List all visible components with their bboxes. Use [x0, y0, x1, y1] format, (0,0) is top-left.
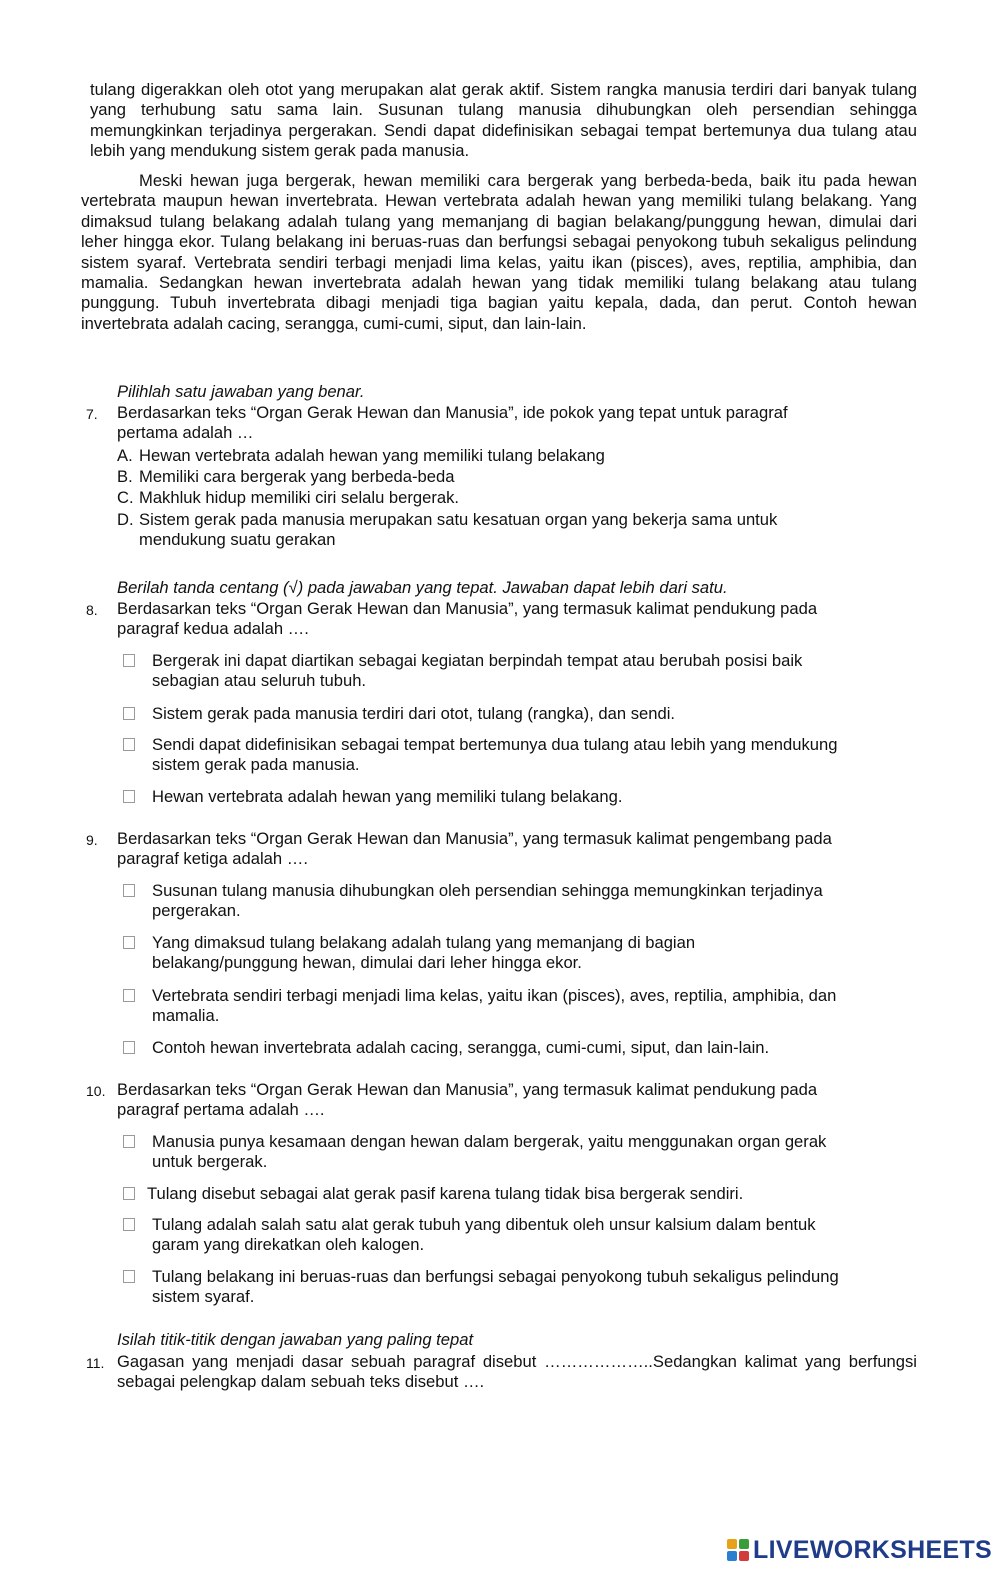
option-text: Makhluk hidup memiliki ciri selalu bergerak. — [139, 488, 460, 507]
checkbox[interactable] — [123, 738, 135, 751]
choice-text: Bergerak ini dapat diartikan sebagai kegiatan berpindah tempat atau berubah posisi baik — [152, 651, 803, 670]
choice-text-continued: sistem gerak pada manusia. — [152, 755, 360, 775]
question-text-line-1: Berdasarkan teks “Organ Gerak Hewan dan Manusia”, yang termasuk kalimat pengembang pada — [117, 829, 832, 848]
checkbox[interactable] — [123, 654, 135, 667]
q9-choice-4 — [123, 1038, 923, 1058]
instruction-checkbox: Berilah tanda centang (√) pada jawaban yang tepat. Jawaban dapat lebih dari satu. — [117, 578, 728, 597]
instruction-multiple-choice: Pilihlah satu jawaban yang benar. — [117, 382, 365, 401]
option-b[interactable] — [117, 467, 907, 487]
liveworksheets-icon — [727, 1539, 749, 1561]
question-text-line-1: Berdasarkan teks “Organ Gerak Hewan dan Manusia”, ide pokok yang tepat untuk paragraf — [117, 403, 788, 422]
question-10 — [86, 1080, 917, 1121]
checkbox[interactable] — [123, 707, 135, 720]
option-d[interactable] — [117, 510, 907, 551]
choice-text: Tulang disebut sebagai alat gerak pasif karena tulang tidak bisa bergerak sendiri. — [147, 1184, 744, 1203]
choice-text: Vertebrata sendiri terbagi menjadi lima kelas, yaitu ikan (pisces), aves, reptilia, amphibia, dan — [152, 986, 837, 1005]
question-11 — [86, 1352, 917, 1393]
question-text-line-2: pertama adalah … — [117, 423, 254, 443]
option-letter: D. — [117, 510, 134, 529]
choice-text: Tulang adalah salah satu alat gerak tubuh yang dibentuk oleh unsur kalsium dalam bentuk — [152, 1215, 816, 1234]
option-text: Hewan vertebrata adalah hewan yang memiliki tulang belakang — [139, 446, 605, 465]
q9-choice-2 — [123, 933, 923, 974]
question-number: 7. — [86, 406, 98, 422]
choice-text: Tulang belakang ini beruas-ruas dan berfungsi sebagai penyokong tubuh sekaligus pelindung — [152, 1267, 839, 1286]
question-text: Gagasan yang menjadi dasar sebuah paragraf disebut ………………..Sedangkan kalimat yang berfungsi sebagai pelengkap dalam sebuah teks disebut …. — [117, 1352, 917, 1392]
question-text-line-2: paragraf kedua adalah …. — [117, 619, 309, 639]
brand-name: LIVEWORKSHEETS — [753, 1535, 992, 1564]
question-9 — [86, 829, 917, 870]
checkbox[interactable] — [123, 1218, 135, 1231]
choice-text: Yang dimaksud tulang belakang adalah tulang yang memanjang di bagian — [152, 933, 696, 952]
question-number: 11. — [86, 1355, 105, 1371]
choice-text-continued: pergerakan. — [152, 901, 241, 921]
choice-text: Manusia punya kesamaan dengan hewan dalam bergerak, yaitu menggunakan organ gerak — [152, 1132, 827, 1151]
option-text: Memiliki cara bergerak yang berbeda-beda — [139, 467, 455, 486]
choice-text: Susunan tulang manusia dihubungkan oleh persendian sehingga memungkinkan terjadinya — [152, 881, 823, 900]
question-number: 9. — [86, 832, 98, 848]
question-7 — [86, 403, 917, 444]
checkbox[interactable] — [123, 1270, 135, 1283]
q9-choice-3 — [123, 986, 923, 1027]
choice-text: Sistem gerak pada manusia terdiri dari otot, tulang (rangka), dan sendi. — [152, 704, 675, 723]
checkbox[interactable] — [123, 936, 135, 949]
checkbox[interactable] — [123, 1135, 135, 1148]
question-text-line-2: paragraf pertama adalah …. — [117, 1100, 325, 1120]
q10-choice-3 — [123, 1215, 923, 1256]
option-letter: A. — [117, 446, 133, 465]
passage-paragraph-2: Meski hewan juga bergerak, hewan memiliki cara bergerak yang berbeda-beda, baik itu pada hewan vertebrata maupun hewan invertebrata. Hewan vertebrata adalah hewan yang memiliki tulang belakang. Yang dimaksud tulang belakang adalah tulang yang memanjang di bagian belakang/punggung hewan, dimulai dari leher hingga ekor. Tulang belakang ini beruas-ruas dan berfungsi sebagai penyokong tubuh sekaligus pelindung sistem syaraf. Vertebrata sendiri terbagi menjadi lima kelas, yaitu ikan (pisces), aves, reptilia, amphibia, dan mamalia. Sedangkan hewan invertebrata adalah hewan yang tidak memiliki tulang belakang atau tulang punggung. Tubuh invertebrata dibagi menjadi tiga bagian yaitu kepala, dada, dan perut. Contoh hewan invertebrata adalah cacing, serangga, cumi-cumi, siput, dan lain-lain. — [81, 171, 917, 333]
liveworksheets-logo — [727, 1537, 992, 1563]
question-8 — [86, 599, 917, 640]
q10-choice-2 — [123, 1184, 923, 1204]
q8-choice-3 — [123, 735, 923, 776]
choice-text: Sendi dapat didefinisikan sebagai tempat bertemunya dua tulang atau lebih yang mendukung — [152, 735, 838, 754]
checkbox[interactable] — [123, 989, 135, 1002]
checkbox[interactable] — [123, 790, 135, 803]
q10-choice-1 — [123, 1132, 923, 1173]
choice-text-continued: sistem syaraf. — [152, 1287, 255, 1307]
checkbox[interactable] — [123, 1041, 135, 1054]
q8-choice-2 — [123, 704, 923, 724]
checkbox[interactable] — [123, 1187, 135, 1200]
choice-text-continued: mamalia. — [152, 1006, 220, 1026]
choice-text-continued: untuk bergerak. — [152, 1152, 268, 1172]
option-text-continued: mendukung suatu gerakan — [139, 530, 336, 550]
question-number: 8. — [86, 602, 98, 618]
passage-paragraph-1: tulang digerakkan oleh otot yang merupakan alat gerak aktif. Sistem rangka manusia terdiri dari banyak tulang yang terhubung satu sama lain. Susunan tulang manusia dihubungkan oleh persendian sehingga memungkinkan terjadinya pergerakan. Sendi dapat didefinisikan sebagai tempat bertemunya dua tulang atau lebih yang mendukung sistem gerak pada manusia. — [90, 80, 917, 161]
question-text-line-1: Berdasarkan teks “Organ Gerak Hewan dan Manusia”, yang termasuk kalimat pendukung pada — [117, 1080, 818, 1099]
option-letter: B. — [117, 467, 133, 486]
choice-text-continued: belakang/punggung hewan, dimulai dari leher hingga ekor. — [152, 953, 582, 973]
choice-text-continued: garam yang direkatkan oleh kalogen. — [152, 1235, 425, 1255]
q8-choice-1 — [123, 651, 923, 692]
q8-choice-4 — [123, 787, 923, 807]
choice-text: Contoh hewan invertebrata adalah cacing, serangga, cumi-cumi, siput, dan lain-lain. — [152, 1038, 770, 1057]
choice-text: Hewan vertebrata adalah hewan yang memiliki tulang belakang. — [152, 787, 623, 806]
option-a[interactable] — [117, 446, 907, 466]
question-text-line-2: paragraf ketiga adalah …. — [117, 849, 308, 869]
option-c[interactable] — [117, 488, 907, 508]
instruction-fill-in: Isilah titik-titik dengan jawaban yang paling tepat — [117, 1330, 474, 1349]
q10-choice-4 — [123, 1267, 923, 1308]
q9-choice-1 — [123, 881, 923, 922]
question-number: 10. — [86, 1083, 106, 1099]
question-text-line-1: Berdasarkan teks “Organ Gerak Hewan dan Manusia”, yang termasuk kalimat pendukung pada — [117, 599, 818, 618]
checkbox[interactable] — [123, 884, 135, 897]
choice-text-continued: sebagian atau seluruh tubuh. — [152, 671, 367, 691]
option-letter: C. — [117, 488, 134, 507]
option-text: Sistem gerak pada manusia merupakan satu kesatuan organ yang bekerja sama untuk — [139, 510, 778, 529]
